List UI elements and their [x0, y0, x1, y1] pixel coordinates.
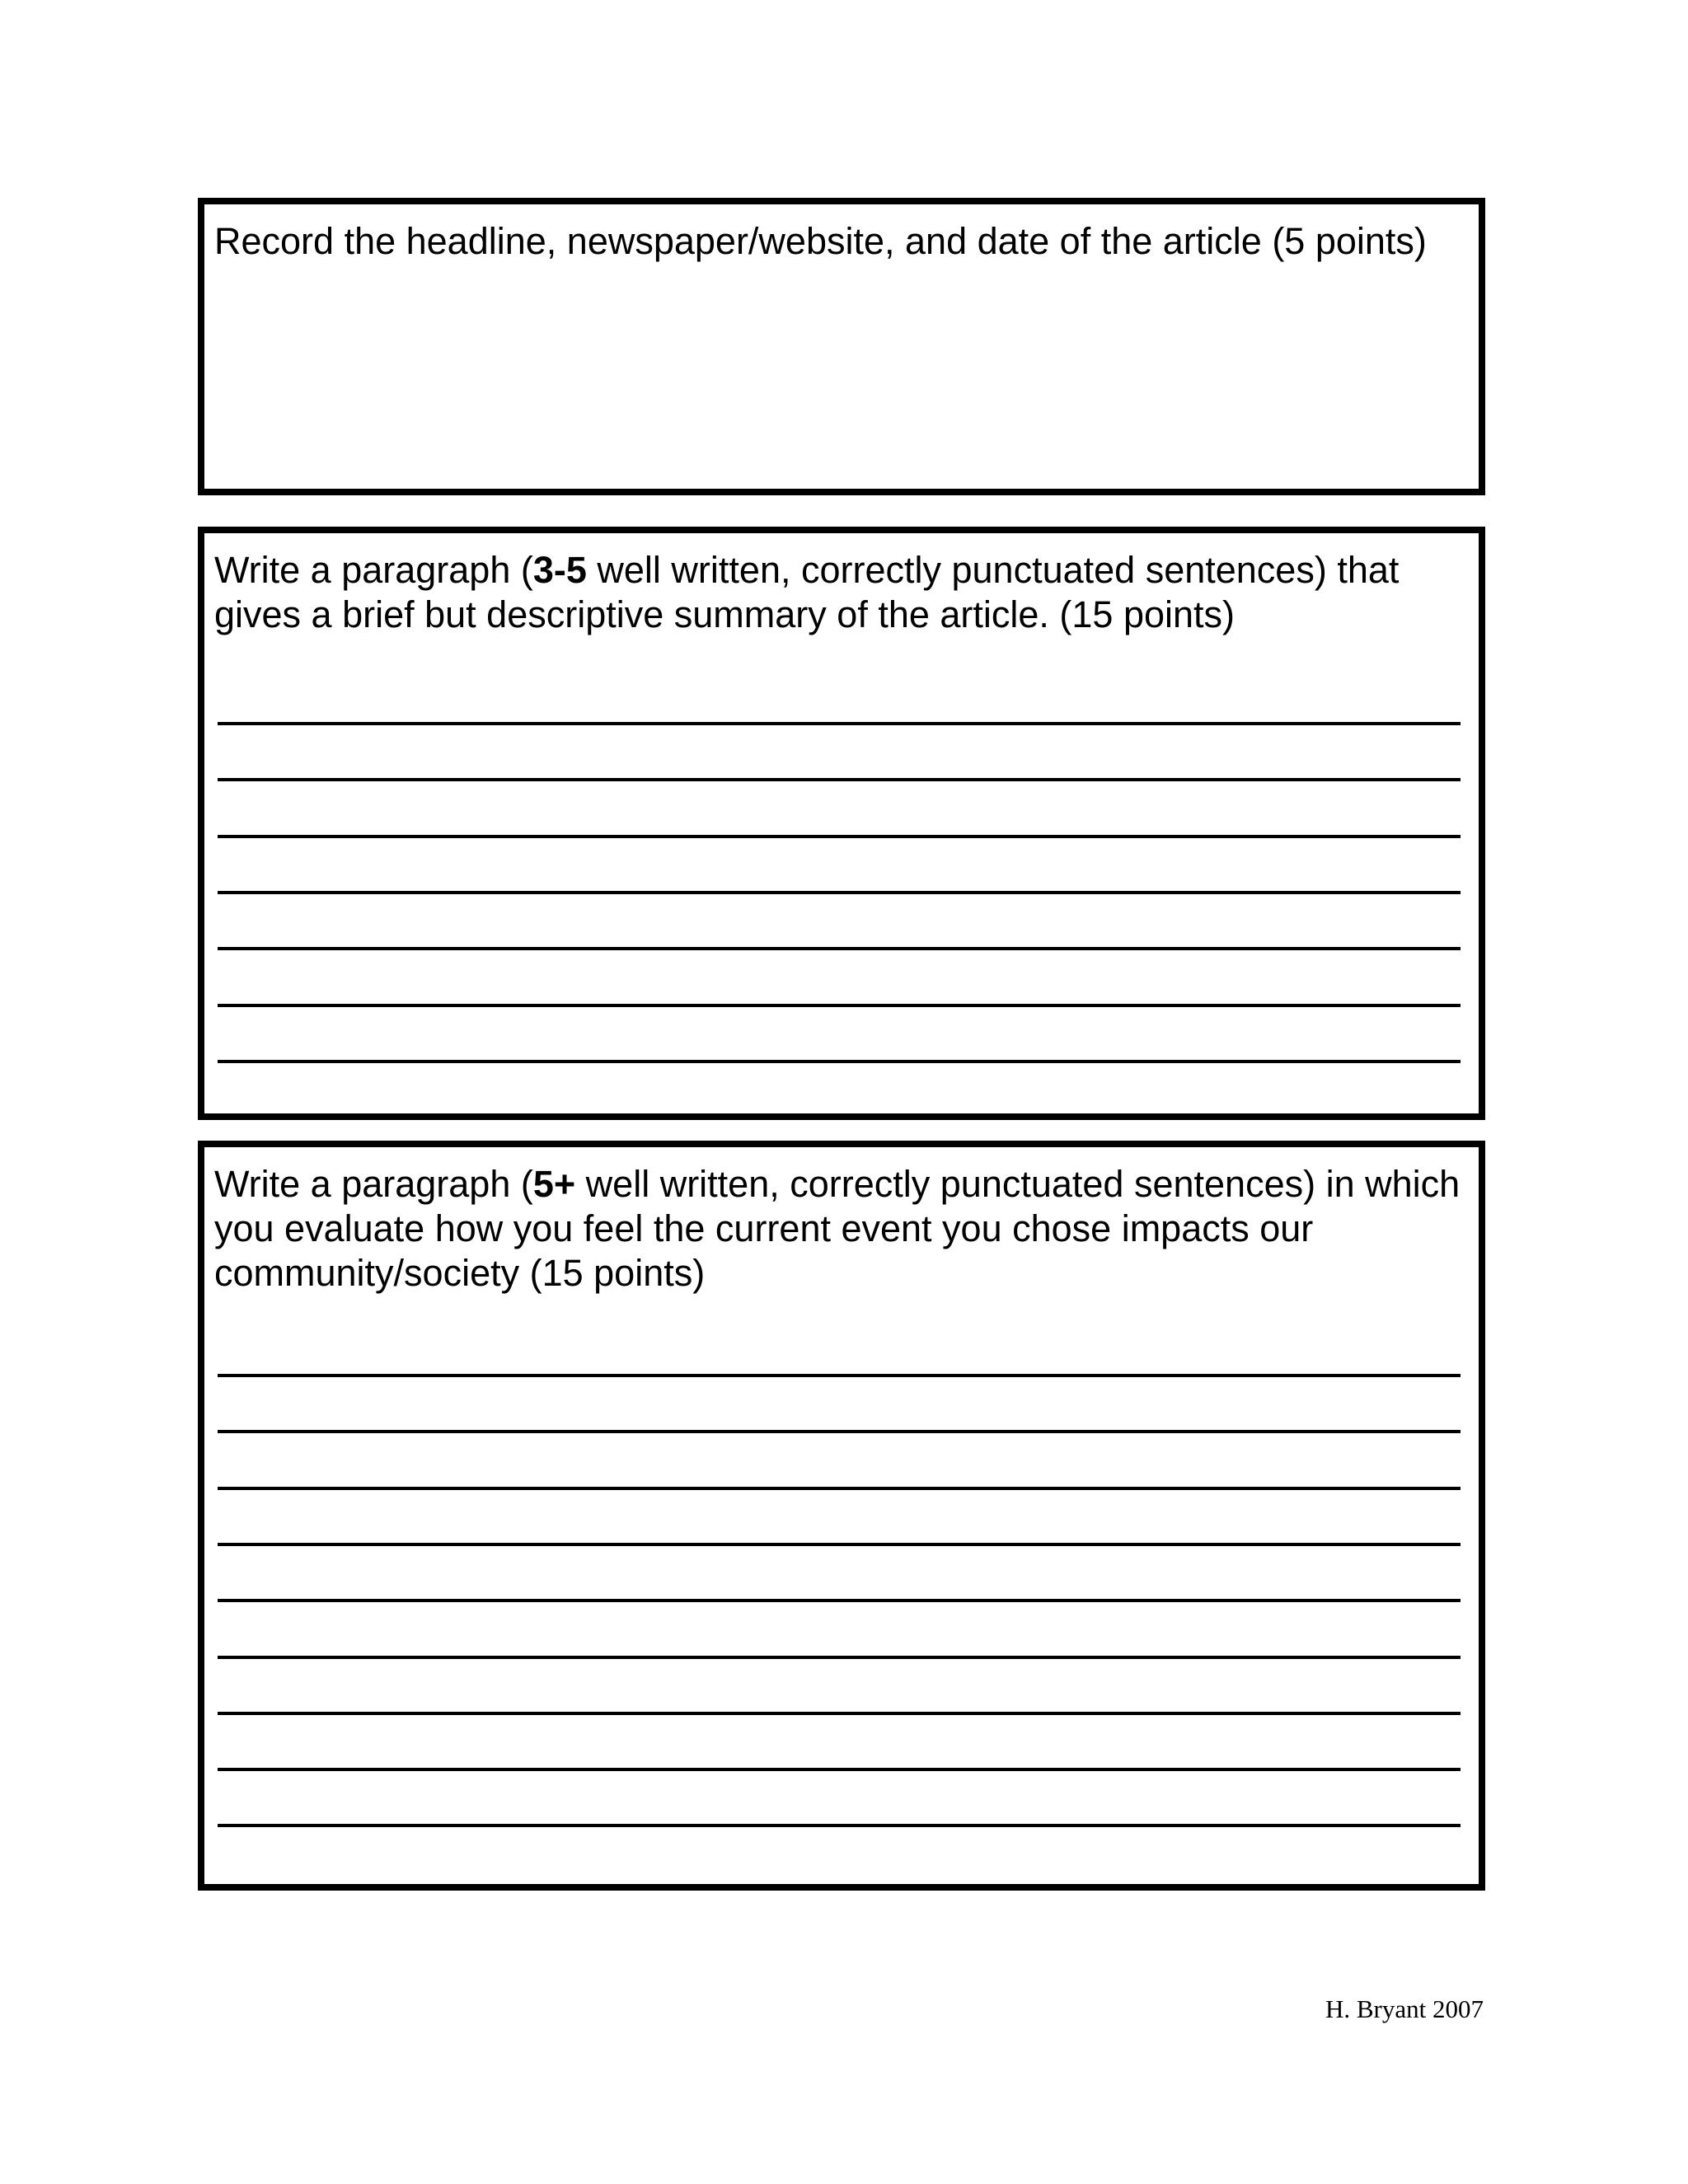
evaluation-box [198, 1141, 1485, 1891]
answer-line[interactable] [218, 1824, 1461, 1827]
answer-line[interactable] [218, 1004, 1461, 1007]
evaluation-prompt-after: well written, correctly punctuated sentences) in which you evaluate how you feel the current event you chose impacts our community/society (15 points) [214, 1163, 1461, 1294]
headline-source-prompt: Record the headline, newspaper/website, and date of the article (5 points) [214, 220, 1427, 262]
answer-line[interactable] [218, 891, 1461, 894]
answer-line[interactable] [218, 1487, 1461, 1490]
answer-line[interactable] [218, 722, 1461, 725]
answer-line[interactable] [218, 1060, 1461, 1063]
answer-line[interactable] [218, 778, 1461, 781]
answer-line[interactable] [218, 1599, 1461, 1602]
answer-line[interactable] [218, 1430, 1461, 1433]
evaluation-prompt-before: Write a paragraph ( [214, 1163, 533, 1205]
evaluation-prompt-bold: 5+ [532, 1163, 576, 1205]
answer-line[interactable] [218, 1768, 1461, 1771]
answer-line[interactable] [218, 835, 1461, 838]
answer-line[interactable] [218, 1543, 1461, 1546]
summary-prompt-bold: 3-5 [532, 549, 587, 591]
footer-credit: H. Bryant 2007 [1325, 1994, 1484, 2023]
evaluation-prompt [214, 1162, 1475, 1296]
summary-box [198, 527, 1485, 1120]
answer-line[interactable] [218, 1656, 1461, 1659]
summary-prompt [214, 548, 1475, 637]
headline-source-box [198, 198, 1485, 495]
answer-line[interactable] [218, 1712, 1461, 1715]
answer-line[interactable] [218, 1374, 1461, 1377]
answer-line[interactable] [218, 947, 1461, 950]
summary-prompt-before: Write a paragraph ( [214, 549, 533, 591]
summary-prompt-after: well written, correctly punctuated sentences) that gives a brief but descriptive summary of the article. (15 points) [214, 549, 1400, 635]
